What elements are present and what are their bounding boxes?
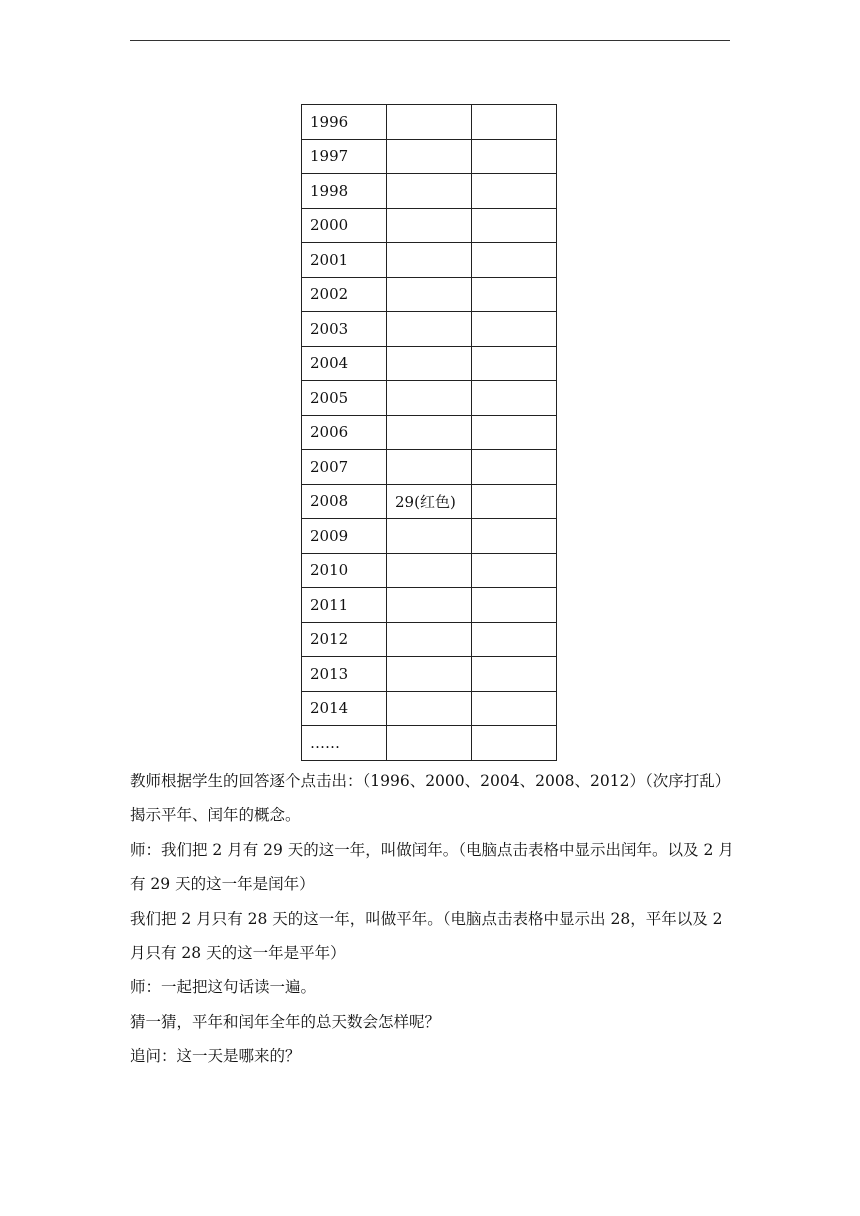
table-cell	[387, 691, 472, 726]
year-cell: 2004	[302, 346, 387, 381]
table-cell	[472, 105, 557, 140]
paragraph: 猜一猜，平年和闰年全年的总天数会怎样呢？	[130, 1012, 441, 1031]
table-cell	[472, 277, 557, 312]
table-cell	[387, 174, 472, 209]
table-cell	[387, 312, 472, 347]
table-cell	[472, 588, 557, 623]
year-cell: 2011	[302, 588, 387, 623]
year-table-body	[302, 105, 557, 761]
table-row	[302, 105, 557, 140]
table-cell	[387, 105, 472, 140]
table-cell	[472, 484, 557, 519]
table-row	[302, 519, 557, 554]
paragraph: 追问：这一天是哪来的？	[130, 1047, 301, 1066]
table-cell	[387, 588, 472, 623]
table-cell	[472, 139, 557, 174]
year-cell: 2005	[302, 381, 387, 416]
year-cell: 2008	[302, 484, 387, 519]
table-cell	[387, 657, 472, 692]
year-cell: 1998	[302, 174, 387, 209]
table-cell	[472, 450, 557, 485]
table-row	[302, 139, 557, 174]
table-cell	[472, 243, 557, 278]
year-cell: 2003	[302, 312, 387, 347]
year-cell: 1997	[302, 139, 387, 174]
table-cell	[387, 726, 472, 761]
year-cell: 2010	[302, 553, 387, 588]
table-cell	[387, 519, 472, 554]
year-cell: 2006	[302, 415, 387, 450]
body-text	[130, 764, 734, 1074]
table-row	[302, 415, 557, 450]
year-cell: 2013	[302, 657, 387, 692]
paragraph: 师：我们把 2 月有 29 天的这一年，叫做闰年。（电脑点击表格中显示出闰年。以及 2 月有 29 天的这一年是闰年）	[130, 840, 734, 894]
table-row	[302, 174, 557, 209]
table-cell	[472, 691, 557, 726]
paragraph: 我们把 2 月只有 28 天的这一年，叫做平年。（电脑点击表格中显示出 28，平年以及 2 月只有 28 天的这一年是平年）	[130, 909, 723, 963]
table-row	[302, 312, 557, 347]
table-row	[302, 691, 557, 726]
table-row	[302, 622, 557, 657]
table-cell	[387, 346, 472, 381]
year-cell: 2007	[302, 450, 387, 485]
table-row	[302, 484, 557, 519]
table-cell	[472, 381, 557, 416]
table-cell	[472, 657, 557, 692]
table-row	[302, 346, 557, 381]
table-cell	[387, 139, 472, 174]
table-cell	[387, 450, 472, 485]
year-cell: 2000	[302, 208, 387, 243]
table-cell	[472, 312, 557, 347]
table-cell	[472, 415, 557, 450]
table-cell	[472, 622, 557, 657]
table-cell: 29(红色)	[387, 484, 472, 519]
year-cell: 2001	[302, 243, 387, 278]
table-cell	[472, 726, 557, 761]
table-row	[302, 657, 557, 692]
table-cell	[472, 553, 557, 588]
table-cell	[387, 415, 472, 450]
year-cell: ……	[302, 726, 387, 761]
table-cell	[387, 553, 472, 588]
year-cell: 2014	[302, 691, 387, 726]
table-row	[302, 208, 557, 243]
paragraph: 师：一起把这句话读一遍。	[130, 978, 317, 997]
year-cell: 2002	[302, 277, 387, 312]
table-row	[302, 277, 557, 312]
year-cell: 1996	[302, 105, 387, 140]
table-row	[302, 553, 557, 588]
year-cell: 2009	[302, 519, 387, 554]
table-row	[302, 450, 557, 485]
table-cell	[472, 208, 557, 243]
table-row	[302, 726, 557, 761]
table-row	[302, 588, 557, 623]
paragraph: 教师根据学生的回答逐个点击出：（1996、2000、2004、2008、2012）（次序打乱）	[130, 772, 731, 790]
table-cell	[387, 381, 472, 416]
table-cell	[387, 277, 472, 312]
paragraph: 揭示平年、闰年的概念。	[130, 806, 301, 825]
table-row	[302, 243, 557, 278]
year-table	[301, 104, 557, 761]
table-cell	[387, 622, 472, 657]
table-cell	[472, 519, 557, 554]
header-rule	[130, 40, 730, 41]
table-cell	[472, 346, 557, 381]
table-cell	[472, 174, 557, 209]
table-cell	[387, 208, 472, 243]
table-row	[302, 381, 557, 416]
year-cell: 2012	[302, 622, 387, 657]
table-cell	[387, 243, 472, 278]
